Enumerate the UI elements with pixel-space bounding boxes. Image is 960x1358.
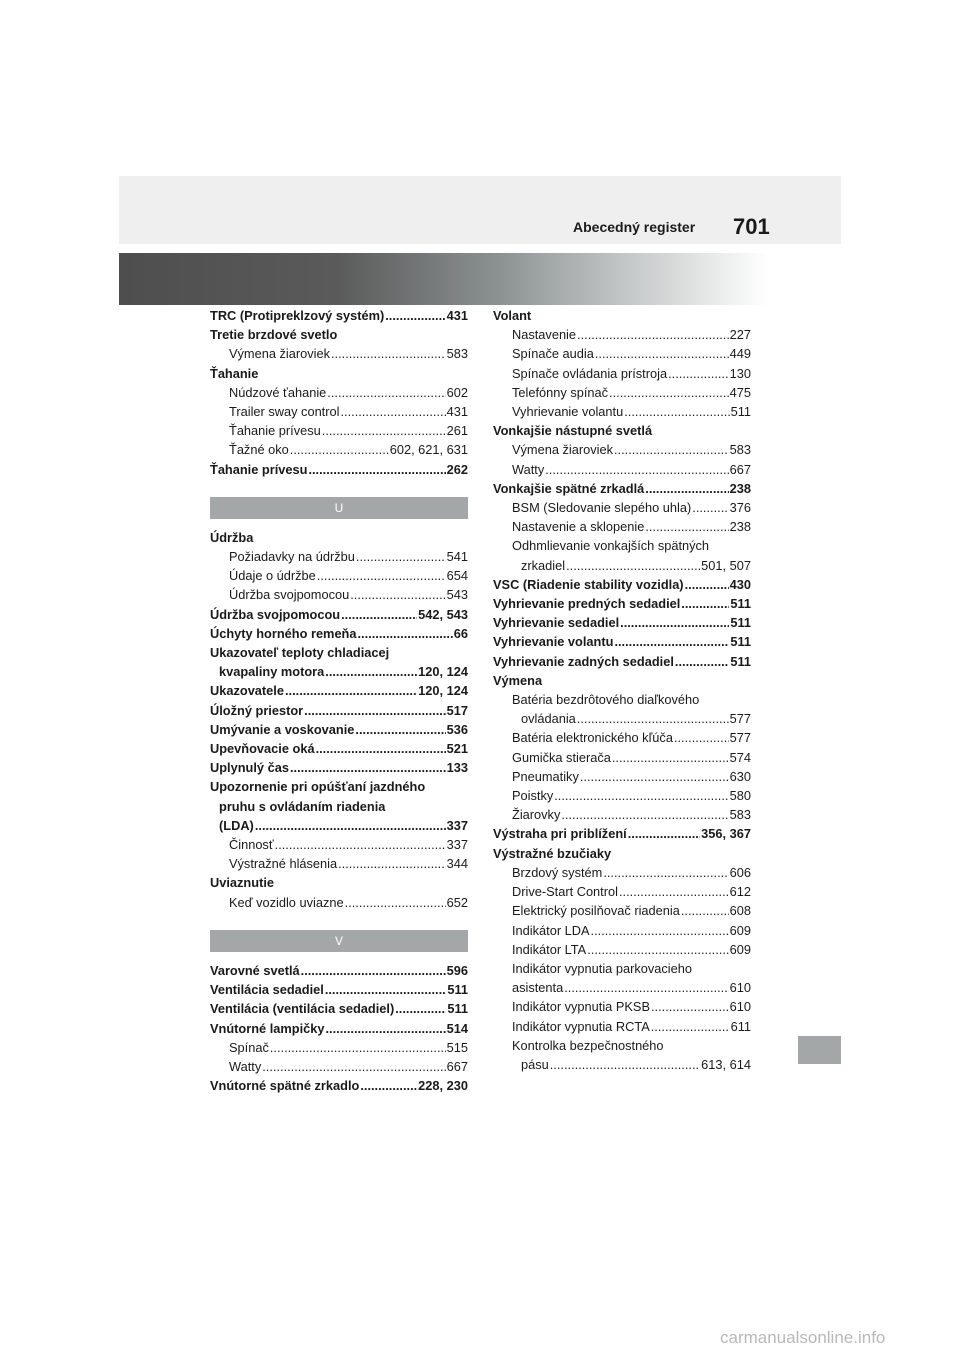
entry-text: Ukazovateľ teploty chladiacej — [210, 645, 390, 661]
leader-dots — [554, 786, 728, 805]
entry-text: Vnútorné spätné zrkadlo — [210, 1078, 360, 1094]
entry-text: Spínače audia — [512, 346, 594, 362]
entry-text: Ťahanie prívesu — [229, 423, 321, 439]
leader-dots — [566, 556, 700, 575]
page-reference: 66 — [453, 625, 468, 641]
leader-dots — [356, 547, 446, 566]
entry-text: Vonkajšie nástupné svetlá — [493, 423, 653, 439]
leader-dots — [595, 344, 729, 363]
entry-text: Ukazovatele — [210, 683, 284, 699]
index-subentry — [493, 1017, 751, 1036]
index-subentry — [493, 325, 751, 344]
index-subentry — [210, 893, 468, 912]
leader-dots — [580, 767, 729, 786]
page-reference: 238 — [729, 519, 751, 535]
page-reference: 583 — [446, 346, 468, 362]
entry-text: Nastavenie — [512, 327, 577, 343]
entry-text: Brzdový systém — [512, 864, 603, 880]
leader-dots — [350, 585, 445, 604]
page-reference: 511 — [447, 1001, 468, 1017]
entry-text: Údržba svojpomocou — [210, 606, 341, 622]
leader-dots — [385, 306, 445, 325]
page-reference: 430 — [729, 576, 751, 592]
leader-dots — [331, 344, 446, 363]
entry-text: Výmena — [493, 672, 543, 688]
leader-dots — [685, 575, 729, 594]
index-entry — [210, 758, 468, 777]
index-subentry — [493, 536, 751, 555]
index-subentry — [493, 690, 751, 709]
page-reference: 501, 507 — [701, 557, 751, 573]
page-reference: 511 — [730, 634, 751, 650]
index-subentry — [493, 460, 751, 479]
page-reference: 542, 543 — [418, 606, 468, 622]
index-subentry — [493, 1036, 751, 1055]
index-entry — [210, 777, 468, 796]
index-subentry — [493, 978, 751, 997]
entry-text: Telefónny spínač — [512, 384, 609, 400]
page-reference: 511 — [730, 596, 751, 612]
leader-dots — [609, 383, 729, 402]
page-reference: 610 — [729, 980, 751, 996]
index-entry — [210, 797, 468, 816]
leader-dots — [577, 325, 729, 344]
index-entry — [493, 594, 751, 613]
leader-dots — [316, 739, 446, 758]
entry-text: Výstraha pri priblížení — [493, 826, 627, 842]
index-entry — [493, 575, 751, 594]
page-reference: 449 — [729, 346, 751, 362]
entry-text: Batéria elektronického kľúča — [512, 730, 673, 746]
page-reference: 577 — [729, 711, 751, 727]
entry-text: Poistky — [512, 788, 554, 804]
entry-text: Batéria bezdrôtového diaľkového — [512, 692, 700, 708]
page-reference: 536 — [446, 721, 468, 737]
index-subentry — [493, 728, 751, 747]
page-reference: 667 — [446, 1058, 468, 1074]
page-reference: 577 — [729, 730, 751, 746]
entry-text: Spínač — [229, 1039, 269, 1055]
entry-text: Pneumatiky — [512, 768, 579, 784]
page-reference: 602 — [446, 384, 468, 400]
leader-dots — [325, 980, 447, 999]
leader-dots — [668, 364, 729, 383]
index-subentry — [493, 921, 751, 940]
index-subentry — [210, 547, 468, 566]
index-subentry — [210, 344, 468, 363]
leader-dots — [681, 901, 729, 920]
index-subentry — [210, 1057, 468, 1076]
entry-text: Indikátor vypnutia RCTA — [512, 1018, 650, 1034]
index-entry — [493, 632, 751, 651]
index-subentry — [493, 709, 751, 728]
leader-dots — [322, 421, 446, 440]
entry-text: Údržba — [210, 529, 254, 545]
leader-dots — [341, 605, 417, 624]
entry-text: Gumička stierača — [512, 749, 611, 765]
leader-dots — [603, 863, 728, 882]
entry-text: Drive-Start Control — [512, 884, 618, 900]
page-reference: 228, 230 — [418, 1078, 468, 1094]
leader-dots — [355, 720, 445, 739]
entry-text: Ťahanie — [210, 365, 259, 381]
leader-dots — [628, 824, 700, 843]
leader-dots — [692, 498, 728, 517]
index-subentry — [493, 748, 751, 767]
index-subentry — [210, 440, 468, 459]
entry-text: Núdzové ťahanie — [229, 384, 327, 400]
leader-dots — [550, 1055, 700, 1074]
page-reference: 612 — [729, 884, 751, 900]
leader-dots — [651, 1017, 730, 1036]
index-subentry — [493, 901, 751, 920]
entry-text: Watty — [229, 1058, 262, 1074]
page-reference: 130 — [729, 365, 751, 381]
index-subentry — [493, 997, 751, 1016]
leader-dots — [614, 632, 729, 651]
index-entry — [210, 662, 468, 681]
leader-dots — [285, 681, 417, 700]
entry-text: Indikátor LTA — [512, 941, 587, 957]
index-subentry — [493, 863, 751, 882]
leader-dots — [651, 997, 729, 1016]
leader-dots — [262, 1057, 445, 1076]
leader-dots — [290, 440, 389, 459]
index-subentry — [493, 1055, 751, 1074]
page-reference: 608 — [729, 903, 751, 919]
page-reference: 630 — [729, 768, 751, 784]
entry-text: Údržba svojpomocou — [229, 587, 350, 603]
page-reference: 344 — [446, 856, 468, 872]
entry-text: Upevňovacie oká — [210, 741, 315, 757]
index-entry — [493, 844, 751, 863]
entry-text: Keď vozidlo uviazne — [229, 894, 344, 910]
page-reference: 475 — [729, 384, 751, 400]
page-reference: 514 — [446, 1020, 468, 1036]
entry-text: Požiadavky na údržbu — [229, 549, 355, 565]
entry-text: Úložný priestor — [210, 702, 304, 718]
index-column-left — [210, 306, 468, 1095]
entry-text: Vnútorné lampičky — [210, 1020, 325, 1036]
entry-text: pruhu s ovládaním riadenia — [219, 798, 386, 814]
index-subentry — [210, 585, 468, 604]
page-reference: 511 — [447, 982, 468, 998]
page-reference: 262 — [446, 461, 468, 477]
index-subentry — [493, 383, 751, 402]
leader-dots — [645, 517, 728, 536]
entry-text: Varovné svetlá — [210, 962, 300, 978]
index-entry — [210, 961, 468, 980]
page-reference: 120, 124 — [418, 664, 468, 680]
entry-text: Vyhrievanie sedadiel — [493, 615, 620, 631]
leader-dots — [275, 835, 446, 854]
index-subentry — [210, 383, 468, 402]
leader-dots — [270, 1038, 446, 1057]
leader-dots — [358, 624, 453, 643]
entry-text: Indikátor vypnutia parkovacieho — [512, 960, 692, 976]
leader-dots — [564, 978, 728, 997]
index-entry — [493, 421, 751, 440]
index-entry — [210, 739, 468, 758]
index-entry — [210, 720, 468, 739]
page-reference: 543 — [446, 587, 468, 603]
entry-text: Trailer sway control — [229, 404, 340, 420]
leader-dots — [255, 816, 446, 835]
leader-dots — [587, 940, 728, 959]
page-reference: 611 — [730, 1018, 751, 1034]
index-subentry — [493, 517, 751, 536]
entry-text: TRC (Protipreklzový systém) — [210, 308, 385, 323]
page-reference: 227 — [729, 327, 751, 343]
page-reference: 511 — [730, 615, 751, 631]
entry-text: Ťažné oko — [229, 442, 289, 458]
leader-dots — [545, 460, 728, 479]
index-entry — [210, 325, 468, 344]
index-entry — [210, 681, 468, 700]
index-subentry — [493, 767, 751, 786]
page-reference: 515 — [446, 1039, 468, 1055]
leader-dots — [614, 440, 729, 459]
entry-text: Nastavenie a sklopenie — [512, 519, 645, 535]
page-reference: 431 — [446, 308, 468, 323]
leader-dots — [624, 402, 729, 421]
leader-dots — [612, 748, 729, 767]
entry-text: Výmena žiaroviek — [229, 346, 330, 362]
index-subentry — [493, 805, 751, 824]
leader-dots — [338, 854, 446, 873]
index-column-right — [493, 306, 751, 1074]
index-entry — [493, 613, 751, 632]
page-reference: 609 — [729, 922, 751, 938]
entry-text: Vyhrievanie predných sedadiel — [493, 596, 681, 612]
index-entry — [210, 1076, 468, 1095]
leader-dots — [620, 613, 729, 632]
index-subentry — [210, 854, 468, 873]
entry-text: VSC (Riadenie stability vozidla) — [493, 576, 684, 592]
section-header: U — [210, 497, 468, 519]
leader-dots — [675, 652, 729, 671]
entry-text: Údaje o údržbe — [229, 568, 316, 584]
entry-text: (LDA) — [219, 817, 254, 833]
page-reference: 610 — [729, 999, 751, 1015]
index-subentry — [493, 402, 751, 421]
leader-dots — [645, 479, 728, 498]
leader-dots — [301, 961, 446, 980]
page-reference: 596 — [446, 962, 468, 978]
index-subentry — [493, 786, 751, 805]
entry-text: Výstražné bzučiaky — [493, 845, 612, 861]
index-subentry — [493, 556, 751, 575]
page-number: 701 — [733, 214, 770, 239]
leader-dots — [340, 402, 445, 421]
page-reference: 580 — [729, 788, 751, 804]
index-entry — [210, 306, 468, 325]
page-reference: 654 — [446, 568, 468, 584]
entry-text: Výstražné hlásenia — [229, 856, 338, 872]
page-reference: 667 — [729, 461, 751, 477]
index-subentry — [210, 835, 468, 854]
gradient-band — [119, 253, 841, 305]
entry-text: Upozornenie pri opúšťaní jazdného — [210, 779, 426, 795]
page-reference: 431 — [446, 404, 468, 420]
index-entry — [210, 701, 468, 720]
entry-text: Tretie brzdové svetlo — [210, 327, 338, 343]
page-reference: 120, 124 — [418, 683, 468, 699]
page-reference: 133 — [446, 760, 468, 776]
entry-text: Watty — [512, 461, 545, 477]
section-title: Abecedný register — [573, 219, 696, 235]
page-reference: 521 — [446, 741, 468, 757]
entry-text: Vyhrievanie volantu — [512, 404, 624, 420]
page-reference: 583 — [729, 442, 751, 458]
index-subentry — [493, 344, 751, 363]
section-header: V — [210, 930, 468, 952]
index-entry — [210, 873, 468, 892]
page-reference: 511 — [730, 404, 751, 420]
entry-text: Ventilácia sedadiel — [210, 982, 324, 998]
leader-dots — [619, 882, 729, 901]
entry-text: BSM (Sledovanie slepého uhla) — [512, 500, 692, 516]
index-subentry — [210, 421, 468, 440]
page-reference: 574 — [729, 749, 751, 765]
page-reference: 238 — [729, 480, 751, 496]
index-entry — [210, 364, 468, 383]
leader-dots — [308, 460, 445, 479]
index-subentry — [210, 1038, 468, 1057]
index-entry — [210, 605, 468, 624]
index-entry — [210, 643, 468, 662]
index-entry — [210, 999, 468, 1018]
leader-dots — [327, 383, 445, 402]
chapter-tab — [798, 1036, 841, 1064]
leader-dots — [317, 566, 446, 585]
page-reference: 541 — [446, 549, 468, 565]
index-entry — [210, 816, 468, 835]
leader-dots — [326, 1019, 446, 1038]
leader-dots — [561, 805, 728, 824]
index-entry — [493, 306, 751, 325]
entry-text: Spínače ovládania prístroja — [512, 365, 668, 381]
index-entry — [210, 528, 468, 547]
leader-dots — [674, 728, 729, 747]
page-reference: 602, 621, 631 — [389, 442, 468, 458]
entry-text: kvapaliny motora — [219, 664, 325, 680]
entry-text: Indikátor vypnutia PKSB — [512, 999, 650, 1015]
page-reference: 517 — [446, 702, 468, 718]
leader-dots — [591, 921, 729, 940]
leader-dots — [577, 709, 729, 728]
leader-dots — [360, 1076, 417, 1095]
index-entry — [210, 1019, 468, 1038]
index-entry — [493, 479, 751, 498]
entry-text: Úchyty horného remeňa — [210, 625, 357, 641]
entry-text: Vonkajšie spätné zrkadlá — [493, 480, 645, 496]
index-subentry — [493, 959, 751, 978]
entry-text: Kontrolka bezpečnostného — [512, 1037, 664, 1053]
entry-text: ovládania — [521, 711, 576, 727]
entry-text: Indikátor LDA — [512, 922, 590, 938]
entry-text: Elektrický posilňovač riadenia — [512, 903, 680, 919]
index-subentry — [210, 566, 468, 585]
entry-text: zrkadiel — [521, 557, 566, 573]
entry-text: Ťahanie prívesu — [210, 461, 308, 477]
entry-text: Umývanie a voskovanie — [210, 721, 355, 737]
entry-text: Ventilácia (ventilácia sedadiel) — [210, 1001, 395, 1017]
leader-dots — [681, 594, 729, 613]
index-entry — [210, 624, 468, 643]
page-reference: 652 — [446, 894, 468, 910]
index-subentry — [493, 498, 751, 517]
entry-text: Volant — [493, 308, 532, 323]
index-entry — [210, 460, 468, 479]
entry-text: Odhmlievanie vonkajších spätných — [512, 538, 710, 554]
index-subentry — [493, 882, 751, 901]
index-subentry — [493, 940, 751, 959]
index-subentry — [493, 364, 751, 383]
entry-text: Vyhrievanie zadných sedadiel — [493, 653, 674, 669]
entry-text: Vyhrievanie volantu — [493, 634, 614, 650]
page-reference: 609 — [729, 941, 751, 957]
entry-text: Uviaznutie — [210, 875, 274, 891]
leader-dots — [345, 893, 446, 912]
entry-text: asistenta — [512, 980, 564, 996]
index-entry — [493, 652, 751, 671]
page-reference: 511 — [730, 653, 751, 669]
index-entry — [493, 671, 751, 690]
index-entry — [493, 824, 751, 843]
page-reference: 583 — [729, 807, 751, 823]
index-subentry — [493, 440, 751, 459]
entry-text: pásu — [521, 1056, 549, 1072]
leader-dots — [395, 999, 446, 1018]
page-reference: 606 — [729, 864, 751, 880]
page-reference: 261 — [446, 423, 468, 439]
watermark: carmanualsonline.info — [720, 1328, 886, 1347]
leader-dots — [290, 758, 446, 777]
entry-text: Výmena žiaroviek — [512, 442, 613, 458]
page-reference: 376 — [729, 500, 751, 516]
entry-text: Činnosť — [229, 837, 274, 853]
leader-dots — [304, 701, 445, 720]
index-subentry — [210, 402, 468, 421]
page-reference: 337 — [446, 837, 468, 853]
entry-text: Žiarovky — [512, 807, 561, 823]
page-reference: 337 — [446, 817, 468, 833]
page-reference: 613, 614 — [701, 1056, 751, 1072]
entry-text: Uplynulý čas — [210, 760, 289, 776]
leader-dots — [325, 662, 417, 681]
index-entry — [210, 980, 468, 999]
page-reference: 356, 367 — [701, 826, 751, 842]
